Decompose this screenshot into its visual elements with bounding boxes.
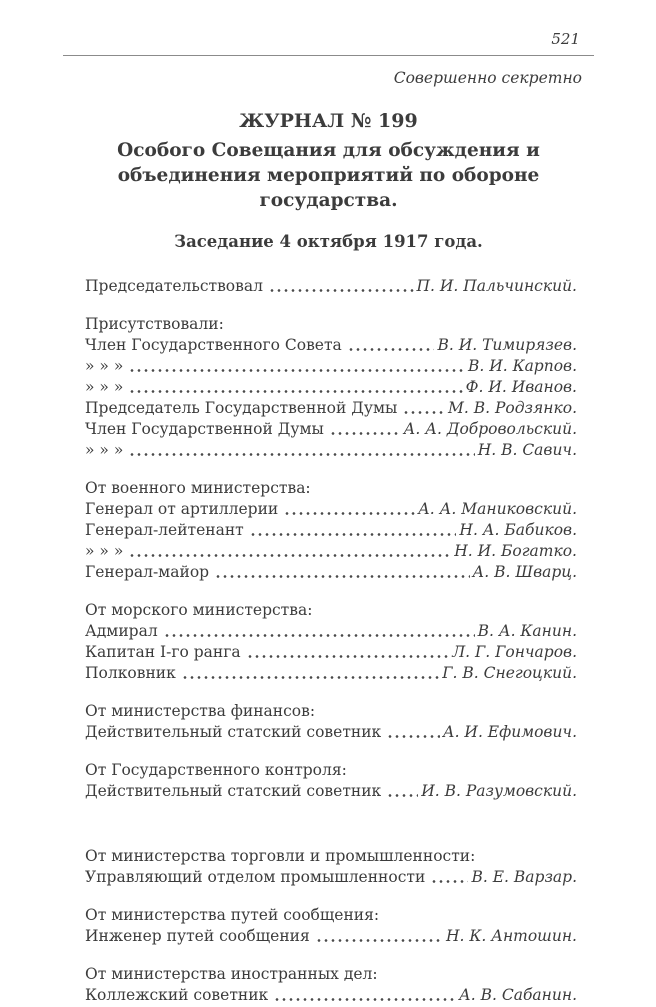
roster-row bbox=[85, 867, 577, 888]
attendee-name: Н. В. Савич. bbox=[477, 441, 577, 459]
role-label: Адмирал bbox=[85, 622, 158, 640]
roster-row bbox=[85, 419, 577, 440]
roster-row bbox=[85, 335, 577, 356]
roster-row bbox=[85, 520, 577, 541]
dot-leader bbox=[251, 532, 457, 537]
attendee-name: А. И. Ефимович. bbox=[442, 723, 577, 741]
roster-row bbox=[85, 663, 577, 684]
session-date: Заседание 4 октября 1917 года. bbox=[174, 232, 483, 251]
attendee-name: В. И. Тимирязев. bbox=[437, 336, 577, 354]
attendee-name: М. В. Родзянко. bbox=[448, 399, 577, 417]
dot-leader bbox=[130, 389, 462, 394]
group-heading: Присутствовали: bbox=[85, 315, 224, 333]
dot-leader bbox=[216, 574, 469, 579]
dot-leader bbox=[270, 288, 414, 293]
role-label: Член Государственной Думы bbox=[85, 420, 324, 438]
roster-row bbox=[85, 985, 577, 1006]
journal-title: ЖУРНАЛ № 199 bbox=[239, 110, 418, 132]
roster-row bbox=[85, 562, 577, 583]
dot-leader bbox=[388, 793, 418, 798]
attendee-name: Н. К. Антошин. bbox=[445, 927, 577, 945]
roster-group bbox=[85, 478, 577, 583]
roster-group bbox=[85, 600, 577, 684]
role-label: Управляющий отделом промышленности bbox=[85, 868, 426, 886]
group-heading: От Государственного контроля: bbox=[85, 761, 347, 779]
attendee-name: А. А. Маниковский. bbox=[418, 500, 577, 518]
roster-row bbox=[85, 377, 577, 398]
role-label: Председательствовал bbox=[85, 277, 263, 295]
role-label: Председатель Государственной Думы bbox=[85, 399, 398, 417]
roster-row bbox=[85, 642, 577, 663]
roster-row bbox=[85, 781, 577, 802]
dot-leader bbox=[130, 368, 465, 373]
group-heading: От министерства путей сообщения: bbox=[85, 906, 380, 924]
roster-group bbox=[85, 964, 577, 1006]
dot-leader bbox=[165, 633, 475, 638]
dot-leader bbox=[130, 452, 474, 457]
dot-leader bbox=[404, 410, 445, 415]
dot-leader bbox=[275, 997, 456, 1002]
group-heading: От министерства финансов: bbox=[85, 702, 316, 720]
roster-row bbox=[85, 440, 577, 461]
role-label: » » » bbox=[85, 378, 124, 396]
attendee-name: Ф. И. Иванов. bbox=[465, 378, 577, 396]
dot-leader bbox=[248, 654, 450, 659]
attendee-name: В. Е. Варзар. bbox=[471, 868, 577, 886]
header-rule bbox=[63, 55, 594, 56]
role-label: Капитан I-го ранга bbox=[85, 643, 241, 661]
attendee-roster bbox=[63, 276, 594, 1006]
roster-row bbox=[85, 499, 577, 520]
classification-label: Совершенно секретно bbox=[393, 69, 582, 87]
group-heading: От военного министерства: bbox=[85, 479, 311, 497]
attendee-name: Л. Г. Гончаров. bbox=[452, 643, 577, 661]
group-heading: От министерства торговли и промышленности: bbox=[85, 847, 476, 865]
attendee-name: В. А. Канин. bbox=[477, 622, 577, 640]
attendee-name: Н. И. Богатко. bbox=[454, 542, 577, 560]
journal-subtitle: Особого Совещания для обсуждения и объединения мероприятий по обороне государства. bbox=[117, 140, 540, 211]
attendee-name: Н. А. Бабиков. bbox=[459, 521, 577, 539]
dot-leader bbox=[388, 734, 440, 739]
group-heading: От министерства иностранных дел: bbox=[85, 965, 378, 983]
roster-group bbox=[85, 276, 577, 297]
group-heading: От морского министерства: bbox=[85, 601, 313, 619]
attendee-name: А. А. Добровольский. bbox=[403, 420, 577, 438]
role-label: Полковник bbox=[85, 664, 176, 682]
dot-leader bbox=[130, 553, 451, 558]
dot-leader bbox=[349, 347, 435, 352]
roster-row bbox=[85, 722, 577, 743]
attendee-name: Г. В. Снегоцкий. bbox=[442, 664, 577, 682]
dot-leader bbox=[331, 431, 401, 436]
roster-row bbox=[85, 621, 577, 642]
roster-row bbox=[85, 276, 577, 297]
roster-group bbox=[85, 846, 577, 888]
attendee-name: А. В. Шварц. bbox=[472, 563, 577, 581]
attendee-name: И. В. Разумовский. bbox=[421, 782, 577, 800]
role-label: Инженер путей сообщения bbox=[85, 927, 310, 945]
roster-row bbox=[85, 926, 577, 947]
role-label: Генерал-майор bbox=[85, 563, 210, 581]
role-label: Генерал от артиллерии bbox=[85, 500, 279, 518]
roster-row bbox=[85, 356, 577, 377]
attendee-name: В. И. Карпов. bbox=[467, 357, 577, 375]
roster-group bbox=[85, 701, 577, 743]
roster-group bbox=[85, 760, 577, 802]
role-label: Член Государственного Совета bbox=[85, 336, 342, 354]
roster-row bbox=[85, 541, 577, 562]
dot-leader bbox=[285, 511, 415, 516]
dot-leader bbox=[317, 938, 443, 943]
dot-leader bbox=[183, 675, 439, 680]
role-label: Действительный статский советник bbox=[85, 782, 382, 800]
page-number: 521 bbox=[551, 30, 580, 48]
role-label: » » » bbox=[85, 441, 124, 459]
role-label: Генерал-лейтенант bbox=[85, 521, 244, 539]
role-label: » » » bbox=[85, 357, 124, 375]
roster-group bbox=[85, 314, 577, 461]
role-label: » » » bbox=[85, 542, 124, 560]
role-label: Действительный статский советник bbox=[85, 723, 382, 741]
dot-leader bbox=[432, 879, 468, 884]
role-label: Коллежский советник bbox=[85, 986, 269, 1004]
attendee-name: А. В. Сабанин. bbox=[459, 986, 577, 1004]
roster-row bbox=[85, 398, 577, 419]
roster-group bbox=[85, 905, 577, 947]
attendee-name: П. И. Пальчинский. bbox=[416, 277, 577, 295]
